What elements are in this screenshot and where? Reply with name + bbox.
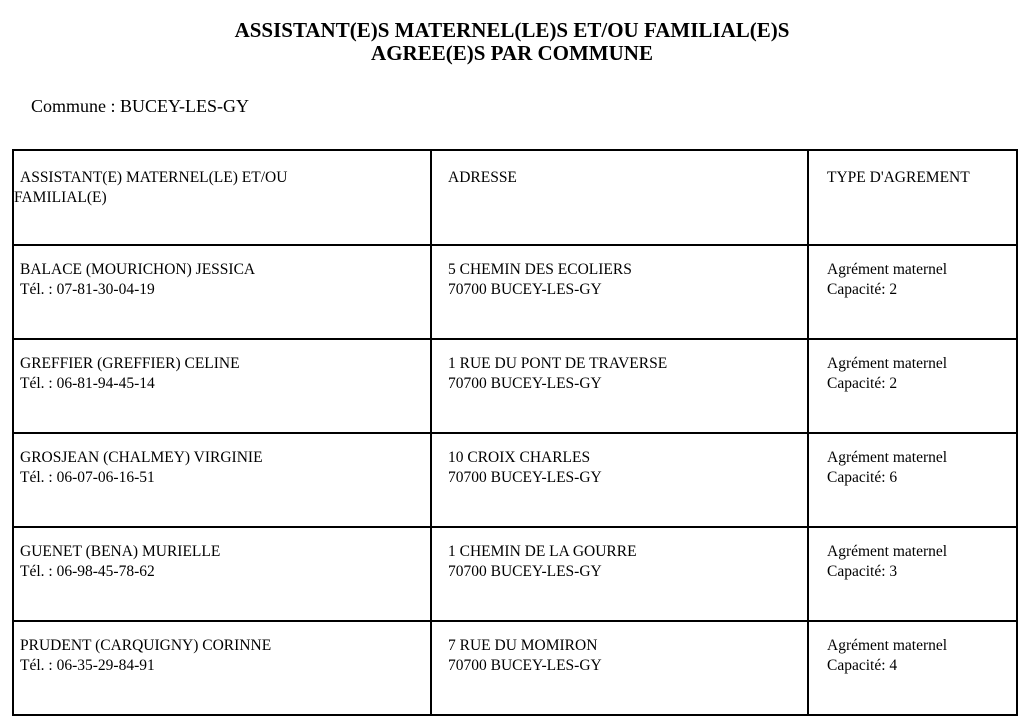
- assistant-cell: [13, 621, 431, 715]
- agreement-capacity: Capacité: 2: [827, 375, 898, 392]
- assistant-cell: [13, 433, 431, 527]
- address-street: 1 RUE DU PONT DE TRAVERSE: [448, 355, 668, 372]
- header-assistant-line-1: ASSISTANT(E) MATERNEL(LE) ET/OU: [20, 169, 288, 186]
- table-row: [13, 245, 1017, 339]
- header-assistant: [13, 150, 431, 245]
- address-city: 70700 BUCEY-LES-GY: [448, 563, 602, 580]
- assistant-cell: [13, 245, 431, 339]
- address-cell: [431, 433, 808, 527]
- agreement-cell: [808, 621, 1017, 715]
- table-row: [13, 433, 1017, 527]
- assistant-name: GROSJEAN (CHALMEY) VIRGINIE: [20, 449, 263, 466]
- table-row: [13, 527, 1017, 621]
- assistant-name: BALACE (MOURICHON) JESSICA: [20, 261, 256, 278]
- header-address: [431, 150, 808, 245]
- address-cell: [431, 245, 808, 339]
- address-street: 10 CROIX CHARLES: [448, 449, 591, 466]
- agreement-capacity: Capacité: 6: [827, 469, 898, 486]
- table-row: [13, 339, 1017, 433]
- assistants-table: [12, 149, 1018, 716]
- address-cell: [431, 339, 808, 433]
- agreement-type: Agrément maternel: [827, 261, 948, 278]
- agreement-cell: [808, 433, 1017, 527]
- assistant-phone: Tél. : 07-81-30-04-19: [20, 281, 155, 298]
- header-address-label: ADRESSE: [448, 169, 517, 186]
- header-agreement-type-label: TYPE D'AGREMENT: [827, 169, 970, 186]
- header-agreement-type: [808, 150, 1017, 245]
- assistant-cell: [13, 339, 431, 433]
- agreement-type: Agrément maternel: [827, 449, 948, 466]
- document-title-line-2: AGREE(E)S PAR COMMUNE: [371, 41, 653, 65]
- address-city: 70700 BUCEY-LES-GY: [448, 375, 602, 392]
- agreement-cell: [808, 339, 1017, 433]
- header-assistant-line-2: FAMILIAL(E): [14, 189, 107, 206]
- assistant-phone: Tél. : 06-98-45-78-62: [20, 563, 155, 580]
- table-header-row: [13, 150, 1017, 245]
- address-street: 5 CHEMIN DES ECOLIERS: [448, 261, 632, 278]
- table-row: [13, 621, 1017, 715]
- address-city: 70700 BUCEY-LES-GY: [448, 469, 602, 486]
- assistant-phone: Tél. : 06-81-94-45-14: [20, 375, 155, 392]
- address-city: 70700 BUCEY-LES-GY: [448, 657, 602, 674]
- address-cell: [431, 621, 808, 715]
- agreement-capacity: Capacité: 4: [827, 657, 898, 674]
- agreement-capacity: Capacité: 2: [827, 281, 898, 298]
- assistant-name: PRUDENT (CARQUIGNY) CORINNE: [20, 637, 272, 654]
- address-street: 1 CHEMIN DE LA GOURRE: [448, 543, 637, 560]
- agreement-cell: [808, 245, 1017, 339]
- assistant-cell: [13, 527, 431, 621]
- address-cell: [431, 527, 808, 621]
- document-title-line-1: ASSISTANT(E)S MATERNEL(LE)S ET/OU FAMILIAL(E)S: [234, 18, 790, 42]
- document-title: [0, 19, 1024, 65]
- commune-label: Commune : BUCEY-LES-GY: [31, 96, 249, 116]
- address-street: 7 RUE DU MOMIRON: [448, 637, 598, 654]
- agreement-type: Agrément maternel: [827, 637, 948, 654]
- agreement-capacity: Capacité: 3: [827, 563, 898, 580]
- agreement-type: Agrément maternel: [827, 543, 948, 560]
- assistant-name: GREFFIER (GREFFIER) CELINE: [20, 355, 240, 372]
- assistant-phone: Tél. : 06-07-06-16-51: [20, 469, 155, 486]
- agreement-type: Agrément maternel: [827, 355, 948, 372]
- agreement-cell: [808, 527, 1017, 621]
- assistant-name: GUENET (BENA) MURIELLE: [20, 543, 221, 560]
- assistant-phone: Tél. : 06-35-29-84-91: [20, 657, 155, 674]
- address-city: 70700 BUCEY-LES-GY: [448, 281, 602, 298]
